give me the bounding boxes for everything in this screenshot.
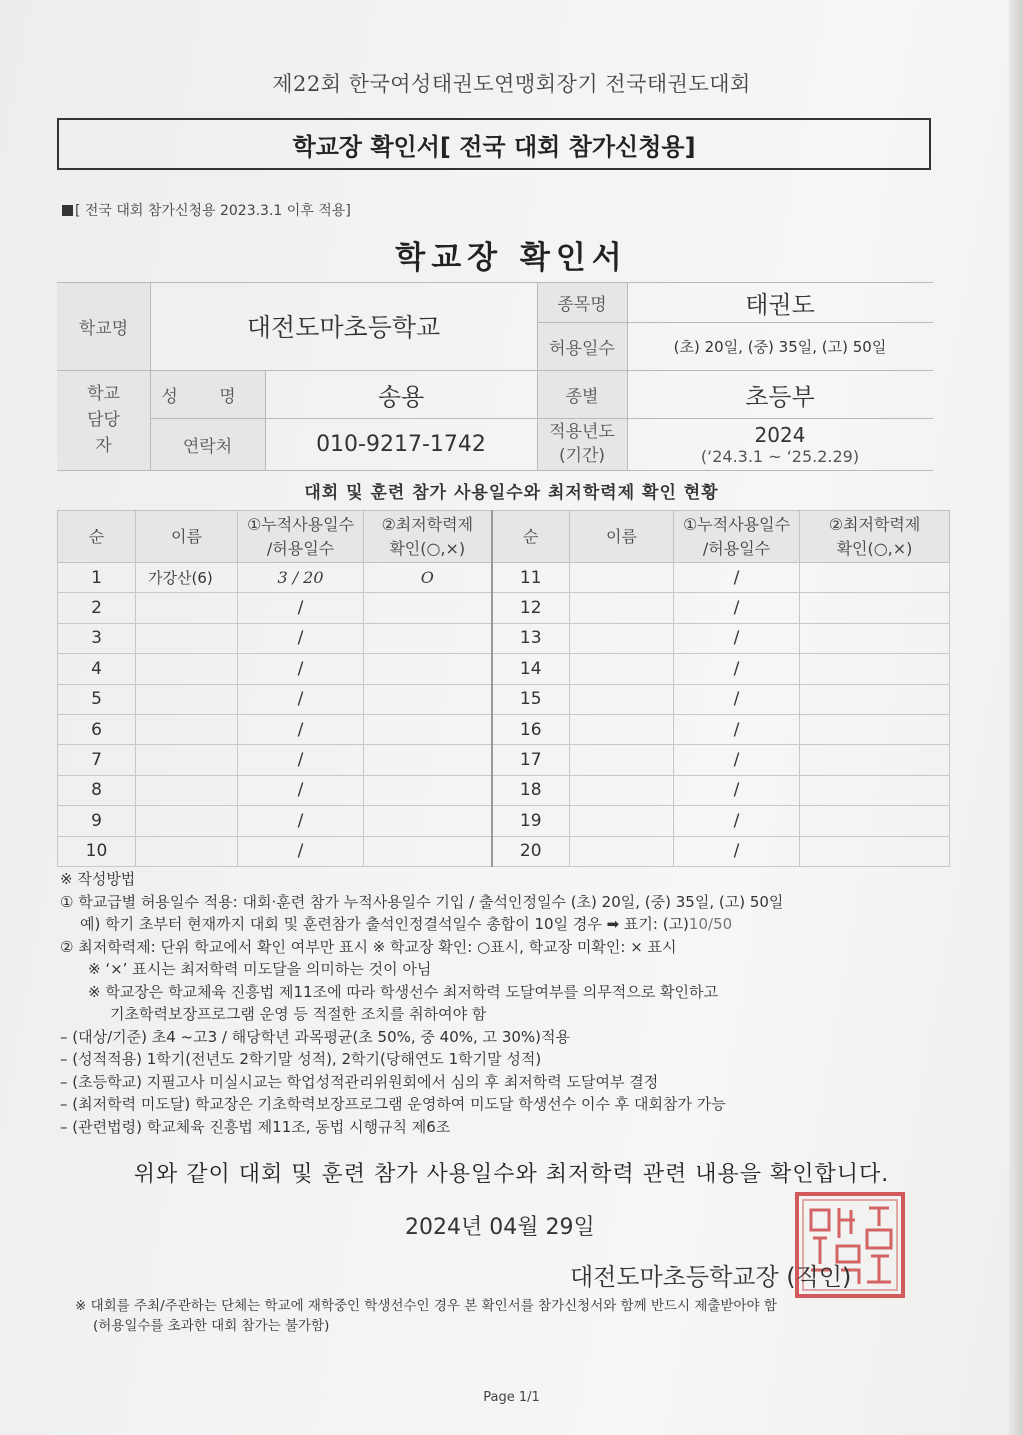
academic-check [800,654,950,684]
academic-check [800,836,950,866]
header-academic-line2: 확인(○,×) [836,538,913,558]
row-number: 4 [58,654,136,684]
used-days: / [238,714,364,744]
student-name [570,836,674,866]
header-academic [364,511,492,563]
row-number: 11 [492,563,570,593]
row-number: 10 [58,836,136,866]
row-number: 1 [58,563,136,593]
header-no: 순 [58,511,136,563]
table-header-row [58,511,950,563]
row-number: 15 [492,684,570,714]
student-name [570,593,674,623]
header-name-right: 이름 [570,511,674,563]
used-days: / [238,836,364,866]
row-number: 19 [492,806,570,836]
academic-check [364,593,492,623]
row-number: 16 [492,714,570,744]
apply-note [62,200,351,220]
student-name [136,775,238,805]
student-name [136,593,238,623]
document-banner: 학교장 확인서[ 전국 대회 참가신청용] [57,118,931,170]
row-number: 6 [58,714,136,744]
person-name-value: 송용 [377,382,425,411]
used-days: / [674,806,800,836]
row-number: 3 [58,623,136,653]
info-line [265,370,266,470]
student-name [136,745,238,775]
note-1b-main: 예) 학기 초부터 현재까지 대회 및 훈련참가 출석인정결석일수 총합이 10일 경우 ➡ 표기: (고) [80,915,689,933]
info-block [57,282,933,470]
academic-check [800,775,950,805]
document-date: 2024년 04월 29일 [405,1215,595,1240]
phone-value: 010-9217-1742 [316,431,486,457]
table-row [58,593,950,623]
contact-person-label: 학교 담당자 [57,370,150,470]
academic-check [800,684,950,714]
note-1b-tail: 10/50 [688,915,733,933]
note-1b [60,913,940,936]
academic-check [364,836,492,866]
detail-5: – (관련법령) 학교체육 진흥법 제11조, 동법 시행규칙 제6조 [60,1117,451,1136]
student-name [570,775,674,805]
row-number: 13 [492,623,570,653]
academic-check [364,654,492,684]
name-label: 성 명 [150,370,265,418]
section-title: 대회 및 훈련 참가 사용일수와 최저학력제 확인 현황 [304,483,719,503]
event-label: 종목명 [537,282,627,322]
used-days: / [674,623,800,653]
row-number: 2 [58,593,136,623]
used-days: / [674,563,800,593]
phone-label: 연락처 [150,418,265,470]
row-number: 14 [492,654,570,684]
used-days: / [238,654,364,684]
event-value: 태권도 [745,290,815,319]
footer-note [75,1296,777,1336]
allowed-days-label: 허용일수 [537,322,627,370]
info-line [537,322,933,323]
student-name [136,654,238,684]
used-days: / [674,654,800,684]
student-name [136,836,238,866]
academic-check [800,745,950,775]
confirmation-statement: 위와 같이 대회 및 훈련 참가 사용일수와 최저학력 관련 내용을 확인합니다. [133,1162,890,1187]
used-days: / [674,836,800,866]
year-value: 2024 [754,422,806,447]
row-number: 12 [492,593,570,623]
table-row [58,623,950,653]
student-name [570,745,674,775]
academic-check [364,714,492,744]
used-days: / [674,684,800,714]
table-row [58,684,950,714]
detail-3: – (초등학교) 지필고사 미실시교는 학업성적관리위원회에서 심의 후 최저학력 도달여부 결정 [60,1072,659,1091]
student-name [570,654,674,684]
row-number: 7 [58,745,136,775]
row-number: 17 [492,745,570,775]
used-days: / [238,775,364,805]
info-line [537,282,538,470]
note-4b: 기초학력보장프로그램 운영 등 적절한 조치를 취하여야 함 [110,1005,487,1023]
table-row [58,836,950,866]
student-name [136,684,238,714]
academic-check [800,806,950,836]
header-academic-right [800,511,950,563]
detail-2: – (성적적용) 1학기(전년도 2학기말 성적), 2학기(당해연도 1학기말 성적) [60,1050,542,1068]
used-days: / [238,623,364,653]
apply-note-text: [ 전국 대회 참가신청용 2023.3.1 이후 적용] [75,203,351,219]
table-row [58,775,950,805]
header-academic-line1: ②최저학력제 [828,514,921,534]
info-border-top [57,282,933,283]
academic-check [364,623,492,653]
table-row [58,563,950,593]
header-days [238,511,364,563]
header-days-line2: /허용일수 [266,538,335,558]
used-days: 3 / 20 [238,563,364,593]
academic-check [800,714,950,744]
footer-line-1: ※ 대회를 주최/주관하는 단체는 학교에 재학중인 학생선수인 경우 본 확인서를 참가신청서와 함께 반드시 제출받아야 함 [75,1298,777,1314]
note-4a: ※ 학교장은 학교체육 진흥법 제11조에 따라 학생선수 최저학력 도달여부를 의무적으로 확인하고 [88,982,718,1001]
used-days: / [674,775,800,805]
form-title: 학교장 확인서 [395,240,628,276]
usage-table [57,510,950,867]
square-bullet-icon [62,205,73,216]
student-name [136,623,238,653]
page-edge-shadow [1009,0,1023,1435]
header-academic-line2: 확인(○,×) [389,538,466,558]
info-border-bottom [57,470,933,471]
table-row [58,714,950,744]
student-name [570,806,674,836]
used-days: / [238,806,364,836]
used-days: / [238,593,364,623]
year-cell [627,418,933,470]
notes-heading: ※ 작성방법 [60,870,136,888]
header-days-line1: ①누적사용일수 [246,514,355,534]
signer: 대전도마초등학교장 (직인) [570,1263,852,1291]
row-number: 9 [58,806,136,836]
student-name [136,714,238,744]
allowed-days-value: (초) 20일, (중) 35일, (고) 50일 [673,337,887,356]
header-no-right: 순 [492,511,570,563]
used-days: / [238,684,364,714]
header-days-line2: /허용일수 [702,538,771,558]
division-value: 초등부 [745,382,815,411]
used-days: / [238,745,364,775]
info-line [627,282,628,470]
info-line [150,282,151,470]
header-name: 이름 [136,511,238,563]
header-days-right [674,511,800,563]
note-3: ※ ‘×’ 표시는 최저학력 미도달을 의미하는 것이 아님 [88,960,432,978]
academic-check [364,775,492,805]
school-value: 대전도마초등학교 [246,313,441,342]
header-academic-line1: ②최저학력제 [381,514,474,534]
note-2: ② 최저학력제: 단위 학교에서 확인 여부만 표시 ※ 학교장 확인: ○표시, 학교장 미확인: × 표시 [60,937,677,956]
academic-check [800,593,950,623]
footer-line-2: (허용일수를 초과한 대회 참가는 불가함) [93,1318,330,1334]
detail-1: – (대상/기준) 초4 ~고3 / 해당학년 과목평균(초 50%, 중 40%, 고 30%)적용 [60,1027,570,1046]
row-number: 20 [492,836,570,866]
academic-check [364,684,492,714]
academic-check [364,806,492,836]
academic-check [364,745,492,775]
student-name [570,714,674,744]
header-days-line1: ①누적사용일수 [682,514,791,534]
info-line [150,418,933,419]
student-name: 가강산(6) [136,563,238,593]
table-row [58,654,950,684]
competition-title: 제22회 한국여성태권도연맹회장기 전국태권도대회 [272,72,751,96]
note-1a: ① 학교급별 허용일수 적용: 대회·훈련 참가 누적사용일수 기입 / 출석인정일수 (초) 20일, (중) 35일, (고) 50일 [60,892,784,911]
academic-check [800,623,950,653]
row-number: 18 [492,775,570,805]
year-label: 적용년도 (기간) [537,418,627,470]
academic-check [800,563,950,593]
detail-4: – (최저학력 미도달) 학교장은 기초학력보장프로그램 운영하여 미도달 학생선수 이수 후 대회참가 가능 [60,1095,726,1113]
row-number: 8 [58,775,136,805]
table-row [58,806,950,836]
table-row [58,745,950,775]
period-value: (‘24.3.1 ~ ‘25.2.29) [700,446,860,466]
academic-check: O [364,563,492,593]
row-number: 5 [58,684,136,714]
used-days: / [674,593,800,623]
writing-instructions [60,868,940,1138]
division-label: 종별 [537,370,627,418]
student-name [136,806,238,836]
info-line [57,370,933,371]
page-number: Page 1/1 [483,1390,540,1405]
student-name [570,684,674,714]
student-name [570,563,674,593]
used-days: / [674,745,800,775]
school-label: 학교명 [57,282,150,370]
student-name [570,623,674,653]
used-days: / [674,714,800,744]
